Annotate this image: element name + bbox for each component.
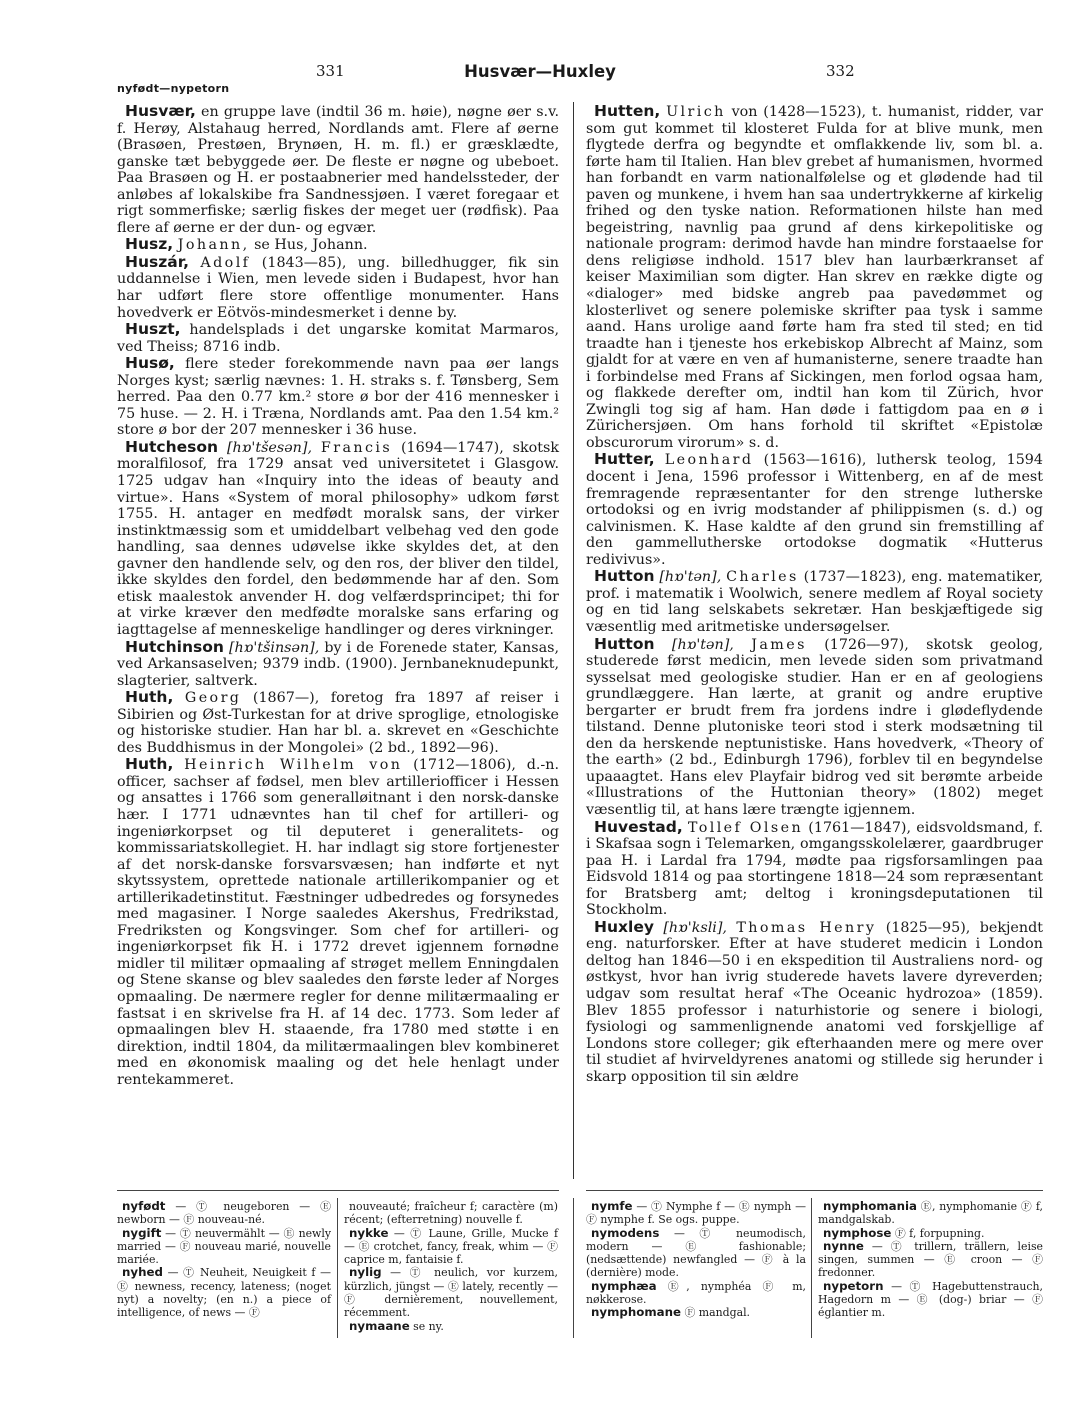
entry-text: (1563—1616), luthersk teolog, 1594 docent i Jena, 1596 professor i Wittenberg, en af de mest fremragende repræsentanter for den strenge lutherske ortodoksi og en ivrig modstander af philippismen (s. d.) og calvinismen. K. Hase kaldte af den grund sin fremstilling af den gammellutherske ortodokse dogmatik «Hutterus redivivus». — [586, 452, 1043, 568]
entry-text: (1712—1806), d.-n. officer, sachser af fødsel, men blev artilleriofficer i Hessen og ansattes i 1766 som generalløitnant i den norsk-danske hær. I 1771 udnævntes han til chef for artilleri- og ingeniørkorpset og til deputeret i generalitets- og kommissariatskollegiet. H. har indlagt sig store fortjenester af det norsk-danske forsvarsvæsen; han indførte et nyt skytssystem, oprettede nationale artillerikompanier og et artillerikadetinstitut. Fæstninger udbedredes og forsynedes med magasiner. I Norge saaledes Akershus, Fredrikstad, Fredriksten og Kongsvinger. Som chef for artilleri- og ingeniørkorpset fik H. i 1772 drevet igjennem fornødne midler til militær opmaaling af strøget mellem Enningdalen og Stene skanse og blev saaledes den første leder af Norges opmaaling. De nærmere regler for denne militærmaaling er fastsat i en skrivelse fra H. af 14 dec. 1773. Som leder af opmaalingen blev H. staaende, fra 1780 med støtte i en direktion, indtil 1804, da militærmaalingen blev kombineret med en økonomisk maaling og det hele henlagt under rentekammeret. — [117, 757, 560, 1088]
footer-headword: nymphæa — [591, 1278, 657, 1293]
footer-column-1 — [117, 1200, 331, 1320]
footer-entry — [117, 1227, 331, 1267]
entry-text: en gruppe lave (indtil 36 m. høie), nøgne øer s.v. f. Herøy, Alstahaug herred, Nordlands amt. Flere af øerne (Brasøen, Prestøen, Brynøen, H. m. fl.) er græsklædte, ganske tæt bebyggede øer. De fleste er nøgne og ubeboet. Paa Brasøen og H. er postaabnerier med handelssteder, der anløbes af lokalskibe fra Sandnessjøen. I været foregaar et rigt sommerfiske; særlig fiskes der meget uer (rødfisk). Paa flere af øerne er der dun- og egvær. — [117, 104, 559, 236]
subheader-range: nyfødt—nypetorn — [117, 82, 230, 95]
entry-headword: Huth, — [125, 755, 174, 774]
footer-column-3 — [586, 1200, 806, 1320]
footer-headword: nyfødt — [122, 1199, 166, 1213]
dictionary-entry — [586, 568, 1043, 635]
footer-entry — [818, 1280, 1043, 1320]
footer-entry — [818, 1227, 1043, 1240]
footer-entry — [344, 1320, 558, 1333]
footer-entry — [586, 1227, 806, 1280]
entry-headword: Hutcheson — [125, 437, 219, 456]
footer-entry — [586, 1306, 806, 1319]
running-title: Husvær—Huxley — [464, 62, 616, 81]
entry-headword: Hutton — [594, 567, 655, 586]
entry-person-name: James — [751, 636, 807, 653]
footer-text: Ⓕ mandgal. — [680, 1306, 751, 1320]
entry-pronunciation: [hɒ'ksli], — [663, 919, 727, 936]
entry-text: (1867—), foretog fra 1897 af reiser i Sibirien og Øst-Turkestan for at drive sproglige, etnologiske og historiske studier. Han har bl. a. skrevet en «Geschichte des Buddhismus in der Mongolei» (2 bd., 1892—96). — [117, 690, 559, 756]
dictionary-entry — [117, 321, 559, 355]
entry-person-name: Tollef Olsen — [687, 819, 804, 836]
footer-entry — [586, 1280, 806, 1307]
footer-entry — [344, 1200, 558, 1227]
dictionary-entry — [117, 639, 559, 690]
footer-headword: nymphomane — [591, 1305, 681, 1320]
entry-headword: Husø, — [125, 354, 175, 373]
footer-text: — Ⓣ neulich, vor kurzem, kürzlich, jüngst — Ⓔ lately, recently — Ⓕ dernièrement, nouvellement, récemment. — [344, 1266, 558, 1320]
footer-text: — Ⓣ neumodisch, modern — Ⓔ fashionable; (nedsættende) newfangled — Ⓕ à la (dernière) mode. — [586, 1226, 806, 1280]
footer-headword: nykke — [349, 1225, 389, 1240]
entry-text: flere steder forekommende navn paa øer langs Norges kyst; særlig nævnes: 1. H. straks s. f. Tønsberg, Sem herred. Paa den 0.77 km.² store ø bor der 416 mennesker i 75 huse. — 2. H. i Træna, Nordlands amt. Paa den 1.54 km.² store ø bor der 207 mennesker i 36 huse. — [117, 356, 559, 439]
entry-person-name: Charles — [726, 569, 799, 586]
entry-person-name: Leonhard — [664, 452, 754, 469]
entry-headword: Huszár, — [125, 252, 189, 271]
left-column — [117, 103, 559, 1088]
entry-text: (1843—85), ung. billedhugger, fik sin uddannelse i Wien, men levede siden i Budapest, hvor han har udført flere store offentlige monumenter. Hans hovedverk er Eötvös-mindesmerket i denne by. — [117, 254, 559, 321]
dictionary-entry — [117, 689, 559, 756]
entry-person-name: Georg — [184, 690, 242, 707]
footer-headword: nypetorn — [823, 1278, 884, 1293]
footer-entry — [586, 1200, 806, 1227]
footer-text: — Ⓣ trillern, trällern, leise singen, summen — Ⓔ croon — Ⓕ fredonner. — [818, 1239, 1043, 1280]
footer-headword: nygift — [122, 1225, 162, 1240]
footer-text: Ⓔ, nymphomanie Ⓕ f, mandgalskab. — [818, 1200, 1043, 1227]
footer-text: — Ⓣ Hagebuttenstrauch, Hagedorn m — Ⓔ (dog-) briar — Ⓕ églantier m. — [818, 1279, 1043, 1320]
entry-headword: Hutten, — [594, 102, 661, 120]
footer-rule-left — [117, 1190, 559, 1191]
footer-headword: nymphomania — [823, 1199, 917, 1213]
footer-divider — [573, 1198, 574, 1338]
footer-divider — [811, 1198, 812, 1338]
footer-column-2 — [344, 1200, 558, 1333]
footer-divider — [337, 1198, 338, 1338]
entry-text: by i de Forenede stater, Kansas, ved Arkansaselven; 9379 indb. (1900). Jernbaneknudepunkt, slagterier, saltverk. — [117, 639, 559, 689]
column-divider — [573, 102, 574, 1179]
entry-headword: Huvestad, — [594, 817, 683, 836]
footer-column-4 — [818, 1200, 1043, 1320]
dictionary-entry — [117, 355, 559, 439]
entry-text: (1694—1747), skotsk moralfilosof, fra 1729 ansat ved universitetet i Glasgow. 1725 udgav han «Inquiry into the ideas of beauty and virtue». Hans «System of moral philosophy» udkom først 1755. H. antager en medfødt moralsk sans, der virker instinktmæssig som et umiddelbart velbehag ved den gode handling, saa dennes udøvelse ikke skyldes det, at den gavner den handlende selv, og den ros, der bliver den tildel, ikke skyldes den fordel, den bedømmende har af den. Som etisk maalestok anvender H. dog velfærdsprincipet; thi for at virke kræver den medfødte moralske sans erfaring og iagttagelse af menneskelige handlinger og deres virkninger. — [117, 439, 559, 638]
entry-headword: Hutter, — [594, 450, 655, 469]
footer-entry — [344, 1266, 558, 1319]
page-number-left: 331 — [316, 62, 345, 80]
entry-text: se Hus, Johann. — [249, 237, 368, 254]
entry-person-name: Ulrich — [666, 104, 726, 120]
entry-pronunciation: [hɒ'tən], — [671, 636, 734, 653]
entry-headword: Hutton — [594, 634, 655, 653]
entry-text: (1726—97), skotsk geolog, studerede først medicin, men levede siden som privatmand sysselsat med geologiske studier. Han er en af geologiens grundlæggere. Han lærte, at granit og andre eruptive bergarter er brudt frem fra jordens indre i glødeflydende tilstand. Denne plutoniske teori stod i sterk modsætning til den da herskende neptunistiske. Hans hovedverk, «Theory of the earth» (2 bd., Edinburgh 1796), forblev til en begyndelse upaaagtet. Hans elev Playfair bidrog ved sit berømte arbeide «Illustrations of the Huttonian theory» (1802) meget væsentlig til, at hans lære trængte igjennem. — [586, 636, 1044, 818]
entry-headword: Husvær, — [125, 102, 196, 120]
footer-headword: nynne — [823, 1238, 864, 1253]
footer-text: — Ⓣ Nymphe f — Ⓔ nymph — Ⓕ nymphe f. Se ogs. puppe. — [586, 1200, 806, 1227]
footer-text: Ⓔ, nymphéa Ⓕ m, nøkkerose. — [586, 1279, 806, 1307]
footer-headword: nymfe — [591, 1199, 633, 1213]
entry-text: von (1428—1523), t. humanist, ridder, var som gut kommet til klosteret Fulda for at blive munk, men flygtede derfra og begyndte et omflakkende liv, som bl. a. førte ham til Italien. Han blev grebet af humanismen, hvormed han forbandt en varm nationalfølelse og et glødende had til paven og munkene, i hvem han saa undertrykkerne af kirkelig frihed og den tyske nation. Reformationen hilste han med begeistring, navnlig paa grund af dens kirkepolitiske og nationale program: derimod havde han mindre forstaaelse for dens religiøse indhold. 1517 blev han laurbærkranset af keiser Maximilian som digter. Han skrev en række digte og «dialoger» med bidske angreb paa pavedømmet og klosterlivet og senere polemiske skrifter paa tysk i samme aand. Hans urolige aand førte ham fra sted til sted; en tid traadte han i tjeneste hos erkebiskop Albrecht af Mainz, som gjaldt for at være en ven af humanisterne, senere traadte han i forbindelse med Frans af Sickingen, men forlod ogsaa ham, og flakkede derefter om, indtil han kom til Zürich, hvor Zwingli tog sig af ham. Han døde i fattigdom paa en ø i Zürichersjøen. Om hans forhold til skriftet «Epistolæ obscurorum virorum» s. d. — [586, 104, 1043, 451]
entry-headword: Huth, — [125, 688, 174, 707]
right-column — [586, 103, 1043, 1085]
dictionary-entry — [117, 103, 559, 236]
footer-text: Ⓕ f, forpupning. — [891, 1226, 985, 1240]
dictionary-entry — [117, 254, 559, 321]
dictionary-entry — [117, 236, 559, 254]
entry-person-name: Thomas Henry — [736, 919, 877, 936]
dictionary-entry — [117, 439, 559, 639]
footer-headword: nylig — [349, 1265, 382, 1280]
entry-headword: Huxley — [594, 917, 654, 936]
page-number-right: 332 — [826, 62, 855, 80]
entry-person-name: Adolf — [200, 254, 251, 271]
entry-headword: Husz, — [125, 235, 174, 254]
footer-headword: nyhed — [122, 1265, 163, 1280]
footer-text: — Ⓣ neugeboren — Ⓔ newborn — Ⓕ nouveau-né. — [117, 1200, 331, 1227]
footer-headword: nymaane — [349, 1318, 410, 1333]
footer-text: se ny. — [409, 1319, 444, 1333]
dictionary-entry — [586, 451, 1043, 568]
entry-pronunciation: [hɒ'tšinsən], — [228, 639, 320, 656]
footer-entry — [117, 1266, 331, 1319]
entry-text: (1761—1847), eidsvoldsmand, f. i Skafsaa sogn i Telemarken, omgangsskolelærer, gaardbruger paa H. i Lardal fra 1794, mødte paa rigsforsamlingen paa Eidsvold 1814 og paa stortingene 1818—24 som repræsentant for Bratsberg amt; deltog i kroningsdeputationen til Stockholm. — [586, 819, 1044, 919]
footer-entry — [818, 1200, 1043, 1227]
entry-pronunciation: [hɒ'tšesən], — [226, 439, 312, 456]
dictionary-entry — [586, 919, 1043, 1085]
entry-person-name: Heinrich Wilhelm von — [184, 757, 403, 774]
footer-text: nouveauté; fraîcheur f; caractère (m) récent; (efterretning) nouvelle f. — [344, 1200, 558, 1227]
footer-headword: nymphose — [823, 1225, 892, 1240]
footer-text: — Ⓣ Laune, Grille, Mucke f — Ⓔ crotchet, fancy, freak, whim — Ⓕ caprice m, fantaisie f. — [344, 1226, 558, 1267]
footer-entry — [117, 1200, 331, 1227]
entry-pronunciation: [hɒ'tən], — [659, 569, 722, 586]
entry-text: (1825—95), bekjendt eng. naturforsker. Efter at have studeret medicin i London deltog han 1846—50 i en ekspedition til Australiens nord- og østkyst, hvor han ivrig studerede havets lavere dyreverden; udgav som resultat heraf «The Oceanic hydrozoa» (1859). Blev 1855 professor i naturhistorie og senere i biologi, fysiologi og sammenlignende anatomi ved forskjellige af Londons store colleger; gik efterhaanden mere og mere over til studiet af hvirveldyrenes anatomi og stillede sig herunder i skarp opposition til sin ældre — [586, 919, 1043, 1085]
dictionary-entry — [586, 819, 1043, 919]
entry-person-name: Francis — [320, 439, 393, 456]
footer-text: — Ⓣ neuvermählt — Ⓔ newly married — Ⓕ nouveau marié, nouvelle mariée. — [117, 1226, 331, 1267]
footer-entry — [818, 1240, 1043, 1280]
footer-text: — Ⓣ Neuheit, Neuigkeit f — Ⓔ newness, recency, lateness; (noget nyt) a novelty; (en n.) a piece of intelligence, of news — Ⓕ — [117, 1266, 331, 1320]
entry-headword: Hutchinson — [125, 637, 224, 656]
dictionary-entry — [586, 636, 1043, 819]
dictionary-entry — [117, 756, 559, 1088]
entry-person-name: Johann, — [177, 237, 250, 254]
entry-text: (1737—1823), eng. matematiker, prof. i matematik i Woolwich, senere medlem af Royal society og en tid lang selskabets sekretær. Han beskjæftigede sig væsentlig med aritmetiske undersøgelser. — [586, 569, 1043, 635]
footer-headword: nymodens — [591, 1225, 660, 1240]
dictionary-entry — [586, 103, 1043, 451]
page-header — [0, 62, 1080, 84]
entry-text: handelsplads i det ungarske komitat Marmaros, ved Theiss; 8716 indb. — [117, 322, 559, 355]
entry-headword: Huszt, — [125, 320, 181, 339]
footer-rule-right — [586, 1190, 1043, 1191]
footer-entry — [344, 1227, 558, 1267]
